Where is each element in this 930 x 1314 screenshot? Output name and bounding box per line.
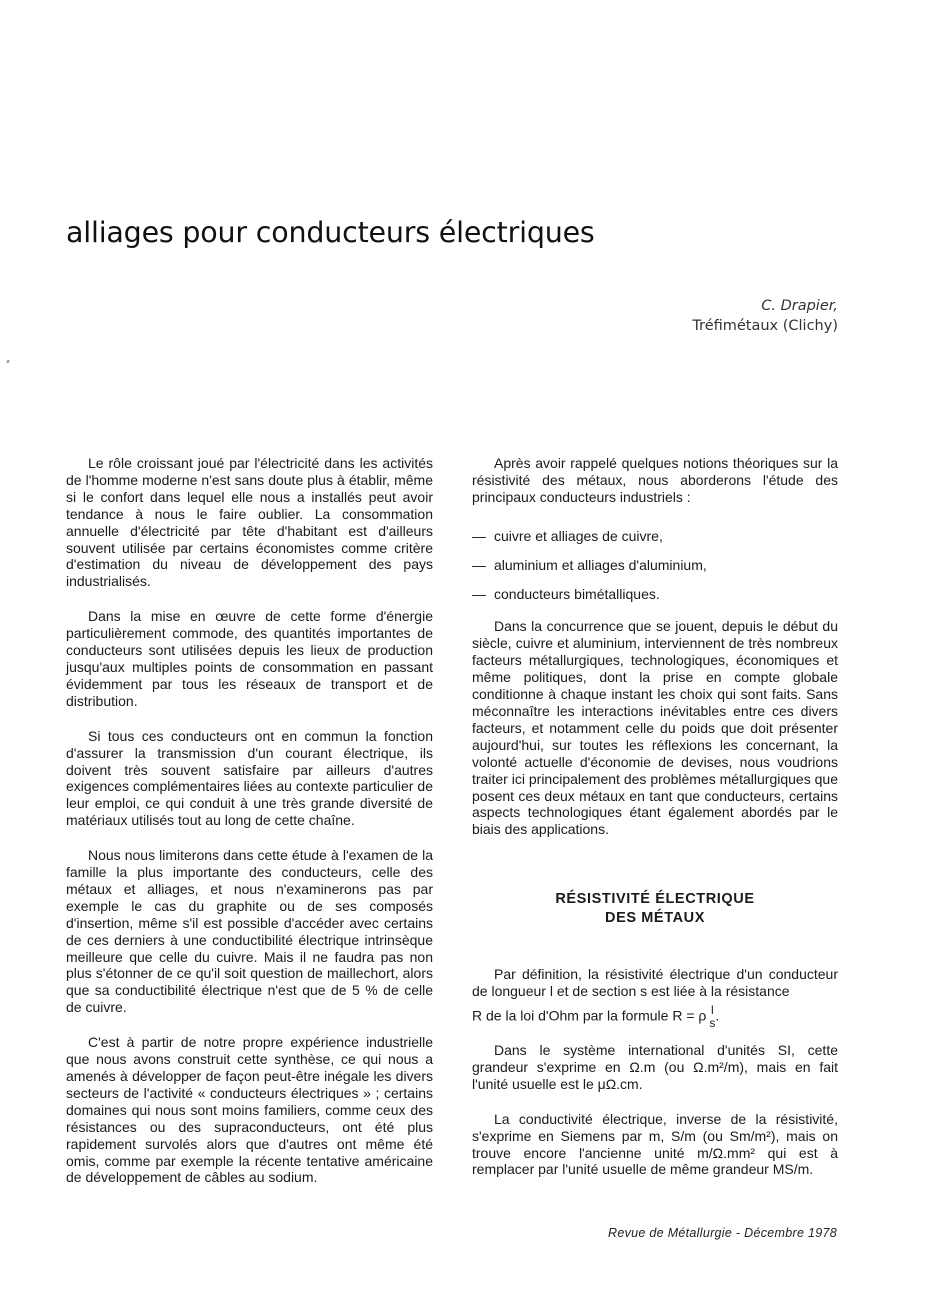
definition-paragraph: Par définition, la résistivité électrique d'un conducteur de longueur l et de section s est liée à la résistance bbox=[472, 966, 838, 1000]
list-item-text: conducteurs bimétalliques. bbox=[494, 585, 660, 602]
article-title: alliages pour conducteurs électriques bbox=[66, 216, 595, 249]
list-item bbox=[472, 528, 838, 545]
section-heading-line: RÉSISTIVITÉ ÉLECTRIQUE bbox=[555, 891, 755, 908]
conductivity-paragraph: La conductivité électrique, inverse de la résistivité, s'exprime en Siemens par m, S/m (ou Sm/m²), mais on trouve encore l'ancienne unité m/Ω.mm² qui est à remplacer par l'unité usuelle de même grandeur MS/m. bbox=[472, 1110, 838, 1178]
list-dash: — bbox=[472, 527, 486, 544]
conductor-list bbox=[472, 528, 838, 603]
list-dash: — bbox=[472, 585, 486, 602]
competition-paragraph: Dans la concurrence que se jouent, depuis le début du siècle, cuivre et aluminium, interviennent de très nombreux facteurs métallurgiques, technologiques, économiques et même politiques, dont la prise en compte globale conditionne à chaque instant les choix qui sont faits. Sans méconnaître les interactions inévitables entre ces divers facteurs, et notamment celle du poids que doit présenter aujourd'hui, sur toutes les réflexions les concernant, la volonté actuelle d'économie de devises, nous voudrions traiter ici principalement des problèmes métallurgiques que posent ces deux métaux en tant que conducteurs, certains aspects technologiques étant également abordés par le biais des applications. bbox=[472, 618, 838, 838]
paragraph: Le rôle croissant joué par l'électricité dans les activités de l'homme moderne n'est sans doute plus à établir, même si le confort dans lequel elle nous a installés peut avoir tendance à nous le faire oublier. La consommation annuelle d'électricité par tête d'habitant est d'ailleurs souvent utilisée par certains économistes comme critère d'estimation du niveau de développement des pays industrialisés. bbox=[66, 455, 433, 590]
intro-paragraph: Après avoir rappelé quelques notions théoriques sur la résistivité des métaux, nous aborderons l'étude des principaux conducteurs industriels : bbox=[472, 455, 838, 505]
list-item bbox=[472, 586, 838, 603]
author-name: C. Drapier, bbox=[761, 298, 838, 314]
paragraph: C'est à partir de notre propre expérience industrielle que nous avons construit cette synthèse, ce qui nous a amenés à développer de façon peut-être inégale les divers secteurs de l'activité « conducteurs électriques » ; certains domaines qui nous sont moins familiers, comme ceux des résistances ou des supraconducteurs, ont été plus rapidement survolés alors que d'autres ont même été omis, comme par exemple la récente tentative américaine de développement de câbles au sodium. bbox=[66, 1034, 433, 1186]
paragraph: Si tous ces conducteurs ont en commun la fonction d'assurer la transmission d'un courant électrique, ils doivent très souvent satisfaire par ailleurs d'autres exigences complémentaires liées au contexte particulier de leur emploi, ce qui conduit à une très grande diversité de matériaux utilisés tout au long de cette chaîne. bbox=[66, 727, 433, 829]
list-item bbox=[472, 557, 838, 574]
section-heading-line: DES MÉTAUX bbox=[605, 910, 705, 927]
formula-line bbox=[472, 1004, 838, 1036]
formula-suffix: . bbox=[715, 1007, 720, 1024]
journal-footer: Revue de Métallurgie - Décembre 1978 bbox=[608, 1226, 837, 1240]
author-affiliation: Tréfimétaux (Clichy) bbox=[692, 318, 838, 334]
list-item-text: cuivre et alliages de cuivre, bbox=[494, 527, 663, 544]
list-item-text: aluminium et alliages d'aluminium, bbox=[494, 556, 707, 573]
paragraph: Nous nous limiterons dans cette étude à l'examen de la famille la plus importante des conducteurs, celle des métaux et alliages, et nous n'examinerons pas par exemple le cas du graphite ou de ses composés d'insertion, même s'il est possible d'accéder avec certains de ces derniers à une conductibilité électrique intrinsèque meilleure que celle du cuivre. Mais il ne faudra pas non plus s'étonner de ce qu'il soit question de maillechort, alors que sa conductibilité électrique n'est que de 5 % de celle de cuivre. bbox=[66, 847, 433, 1016]
formula-denominator: s bbox=[709, 1016, 716, 1031]
left-column bbox=[66, 455, 433, 1204]
right-column bbox=[472, 455, 838, 1196]
formula-prefix: R de la loi d'Ohm par la formule R = ρ bbox=[472, 1007, 707, 1024]
formula-numerator: l bbox=[711, 1003, 714, 1018]
scan-speck bbox=[6, 360, 9, 364]
list-dash: — bbox=[472, 556, 486, 573]
si-paragraph: Dans le système international d'unités SI, cette grandeur s'exprime en Ω.m (ou Ω.m²/m), mais en fait l'unité usuelle est le μΩ.cm. bbox=[472, 1042, 838, 1092]
paragraph: Dans la mise en œuvre de cette forme d'énergie particulièrement commode, des quantités importantes de conducteurs sont utilisées depuis les lieux de production jusqu'aux multiples points de consommation en passant évidemment par tous les réseaux de transport et de distribution. bbox=[66, 608, 433, 709]
section-heading bbox=[472, 890, 838, 928]
author-block bbox=[692, 296, 838, 336]
